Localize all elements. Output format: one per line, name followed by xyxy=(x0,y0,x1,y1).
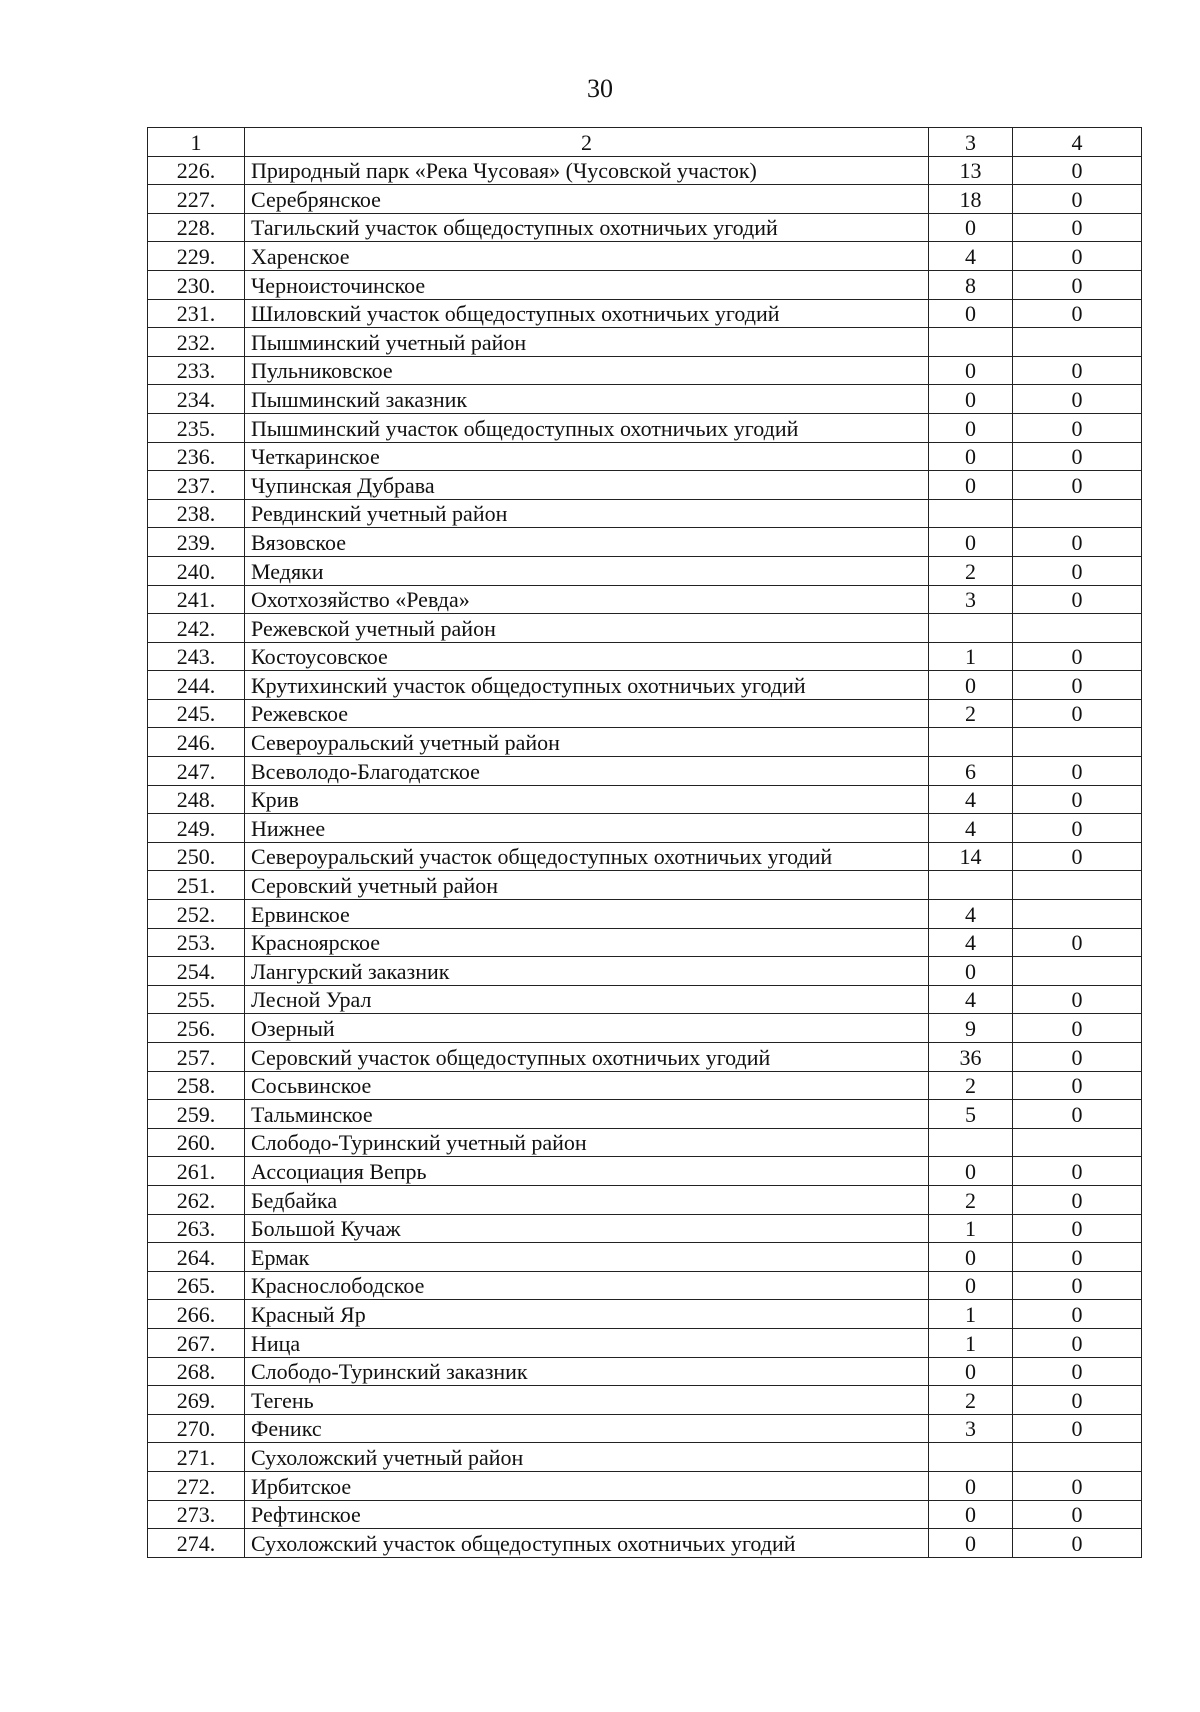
row-name-cell: Режевской учетный район xyxy=(245,614,929,643)
table-row xyxy=(148,728,1142,757)
row-col3-cell: 0 xyxy=(929,413,1013,442)
row-name-cell: Тегень xyxy=(245,1386,929,1415)
row-name-cell: Североуральский учетный район xyxy=(245,728,929,757)
table-row xyxy=(148,699,1142,728)
row-name-cell: Ервинское xyxy=(245,900,929,929)
row-name-cell: Лангурский заказник xyxy=(245,957,929,986)
row-col4-cell: 0 xyxy=(1013,757,1142,786)
row-number-cell: 240. xyxy=(148,556,245,585)
table-header-row xyxy=(148,128,1142,157)
row-name-cell: Охотхозяйство «Ревда» xyxy=(245,585,929,614)
row-number-cell: 261. xyxy=(148,1157,245,1186)
row-number-cell: 267. xyxy=(148,1328,245,1357)
row-number-cell: 243. xyxy=(148,642,245,671)
row-col3-cell: 2 xyxy=(929,699,1013,728)
table-row xyxy=(148,1471,1142,1500)
table-row xyxy=(148,814,1142,843)
row-col3-cell: 0 xyxy=(929,1271,1013,1300)
table-body xyxy=(148,128,1142,1558)
row-col3-cell: 1 xyxy=(929,642,1013,671)
row-col4-cell: 0 xyxy=(1013,1500,1142,1529)
table-row xyxy=(148,1443,1142,1472)
row-name-cell: Ирбитское xyxy=(245,1471,929,1500)
row-col4-cell: 0 xyxy=(1013,270,1142,299)
row-col4-cell: 0 xyxy=(1013,1328,1142,1357)
row-col4-cell: 0 xyxy=(1013,528,1142,557)
row-name-cell: Бедбайка xyxy=(245,1185,929,1214)
row-number-cell: 228. xyxy=(148,213,245,242)
row-number-cell: 260. xyxy=(148,1128,245,1157)
row-col4-cell: 0 xyxy=(1013,385,1142,414)
row-col4-cell: 0 xyxy=(1013,1529,1142,1558)
row-col4-cell: 0 xyxy=(1013,1185,1142,1214)
row-col4-cell: 0 xyxy=(1013,928,1142,957)
row-col4-cell: 0 xyxy=(1013,1214,1142,1243)
row-col4-cell: 0 xyxy=(1013,842,1142,871)
table-row xyxy=(148,413,1142,442)
table-row xyxy=(148,499,1142,528)
table-row xyxy=(148,242,1142,271)
row-name-cell: Тальминское xyxy=(245,1100,929,1129)
row-number-cell: 241. xyxy=(148,585,245,614)
table-row xyxy=(148,328,1142,357)
page-number: 30 xyxy=(587,74,613,103)
row-col4-cell: 0 xyxy=(1013,356,1142,385)
table-row xyxy=(148,842,1142,871)
row-name-cell: Четкаринское xyxy=(245,442,929,471)
row-number-cell: 245. xyxy=(148,699,245,728)
row-name-cell: Пышминский учетный район xyxy=(245,328,929,357)
row-col3-cell: 4 xyxy=(929,814,1013,843)
table-row xyxy=(148,1386,1142,1415)
header-cell-col4: 4 xyxy=(1013,128,1142,157)
table-row xyxy=(148,1157,1142,1186)
row-number-cell: 255. xyxy=(148,985,245,1014)
row-col4-cell xyxy=(1013,957,1142,986)
row-col3-cell: 0 xyxy=(929,1500,1013,1529)
row-col4-cell: 0 xyxy=(1013,213,1142,242)
row-number-cell: 271. xyxy=(148,1443,245,1472)
row-name-cell: Пышминский заказник xyxy=(245,385,929,414)
row-name-cell: Ревдинский учетный район xyxy=(245,499,929,528)
row-number-cell: 252. xyxy=(148,900,245,929)
table-row xyxy=(148,356,1142,385)
row-name-cell: Феникс xyxy=(245,1414,929,1443)
row-col4-cell: 0 xyxy=(1013,1243,1142,1272)
row-number-cell: 262. xyxy=(148,1185,245,1214)
row-col3-cell: 4 xyxy=(929,928,1013,957)
row-number-cell: 251. xyxy=(148,871,245,900)
row-number-cell: 264. xyxy=(148,1243,245,1272)
row-number-cell: 254. xyxy=(148,957,245,986)
row-col3-cell xyxy=(929,328,1013,357)
row-col3-cell: 0 xyxy=(929,1243,1013,1272)
row-number-cell: 229. xyxy=(148,242,245,271)
table-row xyxy=(148,1328,1142,1357)
row-name-cell: Серовский учетный район xyxy=(245,871,929,900)
row-number-cell: 238. xyxy=(148,499,245,528)
row-col4-cell: 0 xyxy=(1013,556,1142,585)
row-col3-cell: 5 xyxy=(929,1100,1013,1129)
row-name-cell: Чупинская Дубрава xyxy=(245,471,929,500)
row-col3-cell xyxy=(929,499,1013,528)
row-number-cell: 263. xyxy=(148,1214,245,1243)
row-name-cell: Всеволодо-Благодатское xyxy=(245,757,929,786)
row-name-cell: Рефтинское xyxy=(245,1500,929,1529)
row-number-cell: 273. xyxy=(148,1500,245,1529)
table-row xyxy=(148,156,1142,185)
row-name-cell: Слободо-Туринский учетный район xyxy=(245,1128,929,1157)
table-row xyxy=(148,1014,1142,1043)
row-col3-cell: 0 xyxy=(929,1357,1013,1386)
row-name-cell: Пульниковское xyxy=(245,356,929,385)
row-col4-cell: 0 xyxy=(1013,185,1142,214)
row-number-cell: 231. xyxy=(148,299,245,328)
row-number-cell: 246. xyxy=(148,728,245,757)
row-name-cell: Медяки xyxy=(245,556,929,585)
table-row xyxy=(148,1300,1142,1329)
row-col4-cell: 0 xyxy=(1013,814,1142,843)
row-col4-cell: 0 xyxy=(1013,1357,1142,1386)
row-name-cell: Североуральский участок общедоступных охотничьих угодий xyxy=(245,842,929,871)
table-row xyxy=(148,442,1142,471)
row-col4-cell: 0 xyxy=(1013,471,1142,500)
row-col3-cell xyxy=(929,614,1013,643)
table-row xyxy=(148,1500,1142,1529)
row-col4-cell: 0 xyxy=(1013,1414,1142,1443)
row-col4-cell: 0 xyxy=(1013,671,1142,700)
row-col4-cell xyxy=(1013,328,1142,357)
row-col3-cell: 3 xyxy=(929,585,1013,614)
row-name-cell: Режевское xyxy=(245,699,929,728)
row-col3-cell: 0 xyxy=(929,1529,1013,1558)
row-col4-cell xyxy=(1013,499,1142,528)
table-row xyxy=(148,785,1142,814)
table-row xyxy=(148,385,1142,414)
row-name-cell: Большой Кучаж xyxy=(245,1214,929,1243)
row-col3-cell: 36 xyxy=(929,1043,1013,1072)
row-col4-cell xyxy=(1013,614,1142,643)
row-number-cell: 248. xyxy=(148,785,245,814)
row-number-cell: 233. xyxy=(148,356,245,385)
table-row xyxy=(148,1243,1142,1272)
row-number-cell: 230. xyxy=(148,270,245,299)
row-col3-cell: 6 xyxy=(929,757,1013,786)
row-col3-cell: 13 xyxy=(929,156,1013,185)
row-number-cell: 239. xyxy=(148,528,245,557)
row-col3-cell: 4 xyxy=(929,900,1013,929)
row-col4-cell: 0 xyxy=(1013,985,1142,1014)
table-row xyxy=(148,1185,1142,1214)
row-col3-cell xyxy=(929,728,1013,757)
row-col3-cell: 0 xyxy=(929,299,1013,328)
table-row xyxy=(148,1214,1142,1243)
row-col3-cell: 0 xyxy=(929,385,1013,414)
row-number-cell: 249. xyxy=(148,814,245,843)
row-col4-cell: 0 xyxy=(1013,785,1142,814)
table-row xyxy=(148,957,1142,986)
row-number-cell: 227. xyxy=(148,185,245,214)
row-name-cell: Серебрянское xyxy=(245,185,929,214)
table-row xyxy=(148,900,1142,929)
row-col3-cell: 0 xyxy=(929,213,1013,242)
table-row xyxy=(148,1271,1142,1300)
row-name-cell: Крив xyxy=(245,785,929,814)
row-col3-cell xyxy=(929,871,1013,900)
row-name-cell: Крутихинский участок общедоступных охотничьих угодий xyxy=(245,671,929,700)
row-number-cell: 265. xyxy=(148,1271,245,1300)
table-row xyxy=(148,270,1142,299)
row-number-cell: 258. xyxy=(148,1071,245,1100)
row-col4-cell xyxy=(1013,1443,1142,1472)
table-row xyxy=(148,556,1142,585)
row-name-cell: Озерный xyxy=(245,1014,929,1043)
row-col3-cell: 4 xyxy=(929,985,1013,1014)
row-col3-cell: 2 xyxy=(929,1386,1013,1415)
table-row xyxy=(148,585,1142,614)
row-name-cell: Слободо-Туринский заказник xyxy=(245,1357,929,1386)
table-row xyxy=(148,1043,1142,1072)
row-col4-cell: 0 xyxy=(1013,156,1142,185)
row-col4-cell xyxy=(1013,871,1142,900)
row-name-cell: Сухоложский участок общедоступных охотничьих угодий xyxy=(245,1529,929,1558)
row-col4-cell: 0 xyxy=(1013,1300,1142,1329)
table-row xyxy=(148,757,1142,786)
row-number-cell: 266. xyxy=(148,1300,245,1329)
table-row xyxy=(148,471,1142,500)
header-cell-name: 2 xyxy=(245,128,929,157)
row-name-cell: Красноярское xyxy=(245,928,929,957)
row-number-cell: 274. xyxy=(148,1529,245,1558)
row-name-cell: Харенское xyxy=(245,242,929,271)
row-col3-cell: 2 xyxy=(929,556,1013,585)
row-number-cell: 237. xyxy=(148,471,245,500)
table-row xyxy=(148,528,1142,557)
row-name-cell: Костоусовское xyxy=(245,642,929,671)
row-col3-cell: 4 xyxy=(929,242,1013,271)
row-col4-cell xyxy=(1013,900,1142,929)
row-number-cell: 270. xyxy=(148,1414,245,1443)
row-number-cell: 250. xyxy=(148,842,245,871)
row-number-cell: 235. xyxy=(148,413,245,442)
table-row xyxy=(148,1100,1142,1129)
table-row xyxy=(148,1128,1142,1157)
row-col4-cell xyxy=(1013,728,1142,757)
row-col3-cell: 0 xyxy=(929,1157,1013,1186)
row-col4-cell: 0 xyxy=(1013,585,1142,614)
row-name-cell: Лесной Урал xyxy=(245,985,929,1014)
table-row xyxy=(148,213,1142,242)
row-name-cell: Ассоциация Вепрь xyxy=(245,1157,929,1186)
row-col3-cell: 0 xyxy=(929,471,1013,500)
row-number-cell: 253. xyxy=(148,928,245,957)
table-row xyxy=(148,1529,1142,1558)
row-col4-cell: 0 xyxy=(1013,642,1142,671)
row-number-cell: 236. xyxy=(148,442,245,471)
row-col3-cell: 0 xyxy=(929,528,1013,557)
row-col3-cell: 0 xyxy=(929,957,1013,986)
row-col3-cell: 1 xyxy=(929,1300,1013,1329)
table-row xyxy=(148,871,1142,900)
row-col4-cell: 0 xyxy=(1013,1014,1142,1043)
row-col3-cell: 9 xyxy=(929,1014,1013,1043)
row-name-cell: Природный парк «Река Чусовая» (Чусовской участок) xyxy=(245,156,929,185)
table-row xyxy=(148,1071,1142,1100)
row-col3-cell: 2 xyxy=(929,1071,1013,1100)
row-col3-cell: 0 xyxy=(929,1471,1013,1500)
table-row xyxy=(148,671,1142,700)
row-col4-cell: 0 xyxy=(1013,1386,1142,1415)
row-col3-cell: 4 xyxy=(929,785,1013,814)
row-number-cell: 272. xyxy=(148,1471,245,1500)
row-col4-cell: 0 xyxy=(1013,1043,1142,1072)
row-col3-cell: 8 xyxy=(929,270,1013,299)
row-name-cell: Ермак xyxy=(245,1243,929,1272)
row-name-cell: Нижнее xyxy=(245,814,929,843)
table-row xyxy=(148,1357,1142,1386)
row-col4-cell: 0 xyxy=(1013,1471,1142,1500)
table-row xyxy=(148,985,1142,1014)
row-col3-cell: 2 xyxy=(929,1185,1013,1214)
table-row xyxy=(148,642,1142,671)
row-col4-cell xyxy=(1013,1128,1142,1157)
row-name-cell: Пышминский участок общедоступных охотничьих угодий xyxy=(245,413,929,442)
header-cell-number: 1 xyxy=(148,128,245,157)
row-number-cell: 234. xyxy=(148,385,245,414)
row-col4-cell: 0 xyxy=(1013,442,1142,471)
row-col3-cell: 0 xyxy=(929,671,1013,700)
table-row xyxy=(148,185,1142,214)
row-col3-cell: 1 xyxy=(929,1328,1013,1357)
row-name-cell: Черноисточинское xyxy=(245,270,929,299)
row-number-cell: 232. xyxy=(148,328,245,357)
row-name-cell: Вязовское xyxy=(245,528,929,557)
row-name-cell: Красный Яр xyxy=(245,1300,929,1329)
row-number-cell: 259. xyxy=(148,1100,245,1129)
table-row xyxy=(148,928,1142,957)
row-number-cell: 244. xyxy=(148,671,245,700)
data-table xyxy=(147,127,1142,1558)
row-number-cell: 242. xyxy=(148,614,245,643)
row-col3-cell: 3 xyxy=(929,1414,1013,1443)
row-col4-cell: 0 xyxy=(1013,242,1142,271)
row-col3-cell xyxy=(929,1443,1013,1472)
row-col4-cell: 0 xyxy=(1013,1157,1142,1186)
table-row xyxy=(148,1414,1142,1443)
row-col3-cell: 0 xyxy=(929,356,1013,385)
row-number-cell: 268. xyxy=(148,1357,245,1386)
row-col4-cell: 0 xyxy=(1013,413,1142,442)
row-col3-cell: 0 xyxy=(929,442,1013,471)
row-col3-cell: 1 xyxy=(929,1214,1013,1243)
row-name-cell: Серовский участок общедоступных охотничьих угодий xyxy=(245,1043,929,1072)
row-number-cell: 269. xyxy=(148,1386,245,1415)
row-name-cell: Шиловский участок общедоступных охотничьих угодий xyxy=(245,299,929,328)
row-col4-cell: 0 xyxy=(1013,299,1142,328)
row-number-cell: 256. xyxy=(148,1014,245,1043)
row-name-cell: Тагильский участок общедоступных охотничьих угодий xyxy=(245,213,929,242)
row-number-cell: 257. xyxy=(148,1043,245,1072)
row-number-cell: 247. xyxy=(148,757,245,786)
table-row xyxy=(148,299,1142,328)
row-name-cell: Сосьвинское xyxy=(245,1071,929,1100)
table-row xyxy=(148,614,1142,643)
header-cell-col3: 3 xyxy=(929,128,1013,157)
row-col3-cell: 14 xyxy=(929,842,1013,871)
row-name-cell: Сухоложский учетный район xyxy=(245,1443,929,1472)
row-name-cell: Ница xyxy=(245,1328,929,1357)
row-name-cell: Краснослободское xyxy=(245,1271,929,1300)
row-col3-cell: 18 xyxy=(929,185,1013,214)
row-col4-cell: 0 xyxy=(1013,1271,1142,1300)
row-number-cell: 226. xyxy=(148,156,245,185)
row-col4-cell: 0 xyxy=(1013,1100,1142,1129)
row-col4-cell: 0 xyxy=(1013,1071,1142,1100)
row-col4-cell: 0 xyxy=(1013,699,1142,728)
row-col3-cell xyxy=(929,1128,1013,1157)
